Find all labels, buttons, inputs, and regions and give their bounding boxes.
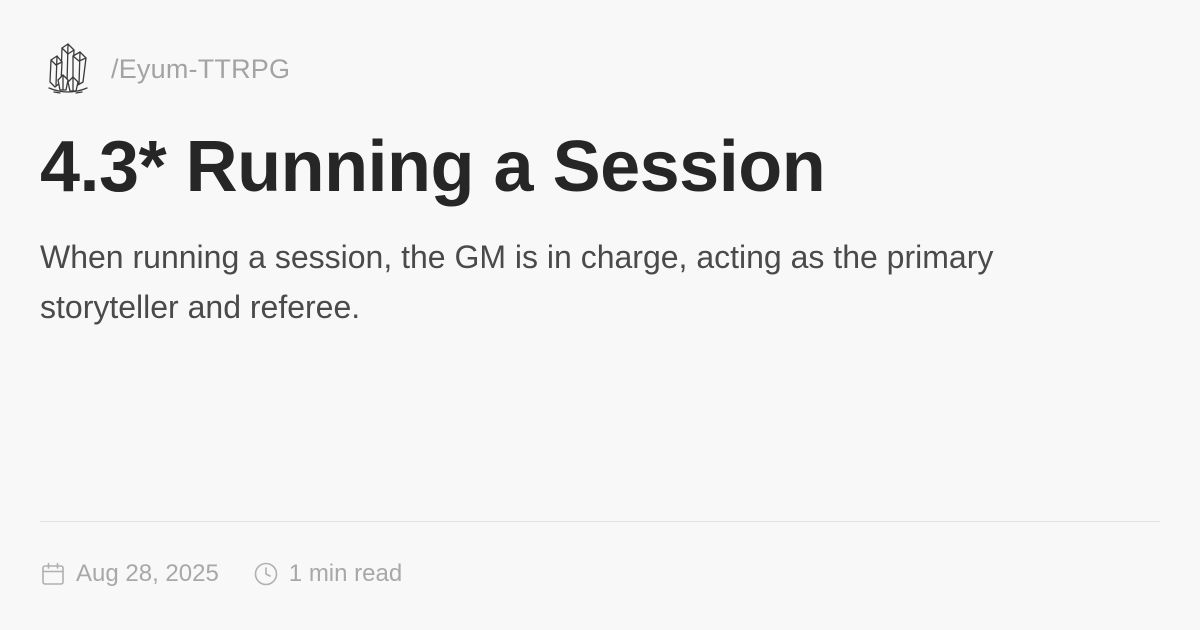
- site-path-link[interactable]: /Eyum-TTRPG: [111, 53, 291, 84]
- crystal-cluster-icon[interactable]: [46, 42, 90, 96]
- calendar-icon: [40, 561, 66, 587]
- read-time-text: 1 min read: [288, 560, 403, 587]
- article-title: 4.3* Running a Session: [40, 127, 826, 207]
- article-description: When running a session, the GM is in charge, acting as the primary storyteller and referee.: [40, 239, 994, 325]
- clock-icon: [253, 561, 279, 587]
- article-meta: [40, 556, 402, 592]
- footer-divider: [40, 521, 1160, 522]
- publish-date: [40, 560, 219, 588]
- publish-date-text: Aug 28, 2025: [76, 560, 219, 587]
- site-header: [46, 42, 290, 96]
- read-time: [253, 560, 402, 588]
